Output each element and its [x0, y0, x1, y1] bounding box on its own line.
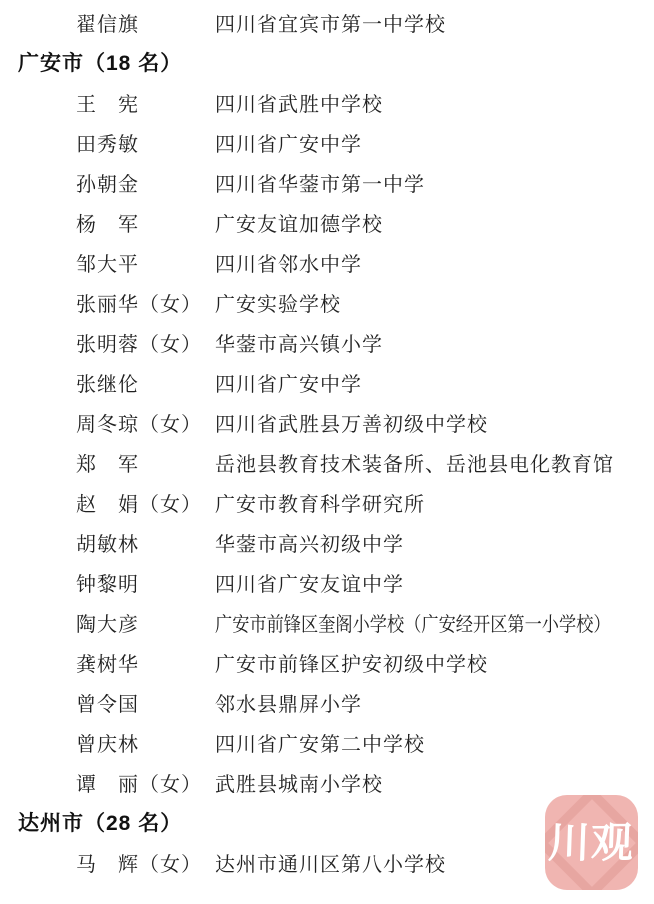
person-name: 赵 娟（女）: [76, 493, 202, 516]
school-name: 华蓥市高兴初级中学: [215, 533, 404, 556]
list-item: [0, 722, 654, 762]
list-item: [0, 762, 654, 802]
person-name: 曾令国: [76, 693, 139, 716]
person-name: 张丽华（女）: [76, 293, 202, 316]
list-item: [0, 642, 654, 682]
person-name: 邹大平: [76, 253, 139, 276]
list-item: [0, 562, 654, 602]
person-name: 龚树华: [76, 653, 139, 676]
school-name: 岳池县教育技术装备所、岳池县电化教育馆: [215, 453, 614, 476]
list-item: [0, 282, 654, 322]
list-item: [0, 242, 654, 282]
list-item: [0, 682, 654, 722]
person-name: 钟黎明: [76, 573, 139, 596]
person-name: 周冬琼（女）: [76, 413, 202, 436]
person-name: 曾庆林: [76, 733, 139, 756]
list-item: [0, 322, 654, 362]
list-item: [0, 522, 654, 562]
person-name: 田秀敏: [76, 133, 139, 156]
list-item: [0, 402, 654, 442]
list-item: [0, 122, 654, 162]
school-name: 四川省邻水中学: [215, 253, 362, 276]
school-name: 四川省广安中学: [215, 373, 362, 396]
chuanguan-news-logo: [545, 795, 638, 890]
school-name: 四川省武胜中学校: [215, 93, 383, 116]
school-name: 达州市通川区第八小学校: [215, 853, 446, 876]
school-name: 四川省武胜县万善初级中学校: [215, 413, 488, 436]
school-name: 广安市前锋区奎阁小学校（广安经开区第一小学校）: [215, 613, 611, 636]
city-heading-label: 达州市（28 名）: [18, 812, 183, 835]
person-name: 郑 军: [76, 453, 139, 476]
city-heading: [0, 42, 654, 82]
list-item: [0, 82, 654, 122]
person-name: 胡敏林: [76, 533, 139, 556]
person-name: 马 辉（女）: [76, 853, 202, 876]
school-name: 武胜县城南小学校: [215, 773, 383, 796]
person-name: 陶大彦: [76, 613, 139, 636]
school-name: 广安实验学校: [215, 293, 341, 316]
school-name: 四川省华蓥市第一中学: [215, 173, 425, 196]
school-name: 四川省广安中学: [215, 133, 362, 156]
school-name: 华蓥市高兴镇小学: [215, 333, 383, 356]
list-item: [0, 2, 654, 42]
chuanguan-logo-text: 川观: [547, 817, 636, 867]
person-name: 孙朝金: [76, 173, 139, 196]
person-name: 张明蓉（女）: [76, 333, 202, 356]
school-name: 四川省广安友谊中学: [215, 573, 404, 596]
person-name: 张继伦: [76, 373, 139, 396]
list-item: [0, 162, 654, 202]
school-name: 广安市教育科学研究所: [215, 493, 425, 516]
school-name: 邻水县鼎屏小学: [215, 693, 362, 716]
city-heading-label: 广安市（18 名）: [18, 52, 183, 75]
person-name: 谭 丽（女）: [76, 773, 202, 796]
school-name: 四川省广安第二中学校: [215, 733, 425, 756]
list-item: [0, 442, 654, 482]
list-item: [0, 202, 654, 242]
list-item: [0, 602, 654, 642]
school-name: 广安友谊加德学校: [215, 213, 383, 236]
school-name: 广安市前锋区护安初级中学校: [215, 653, 488, 676]
list-item: [0, 482, 654, 522]
list-item: [0, 362, 654, 402]
person-name: 杨 军: [76, 213, 139, 236]
person-name: 王 宪: [76, 93, 139, 116]
school-name: 四川省宜宾市第一中学校: [215, 13, 446, 36]
person-name: 翟信旗: [76, 13, 139, 36]
